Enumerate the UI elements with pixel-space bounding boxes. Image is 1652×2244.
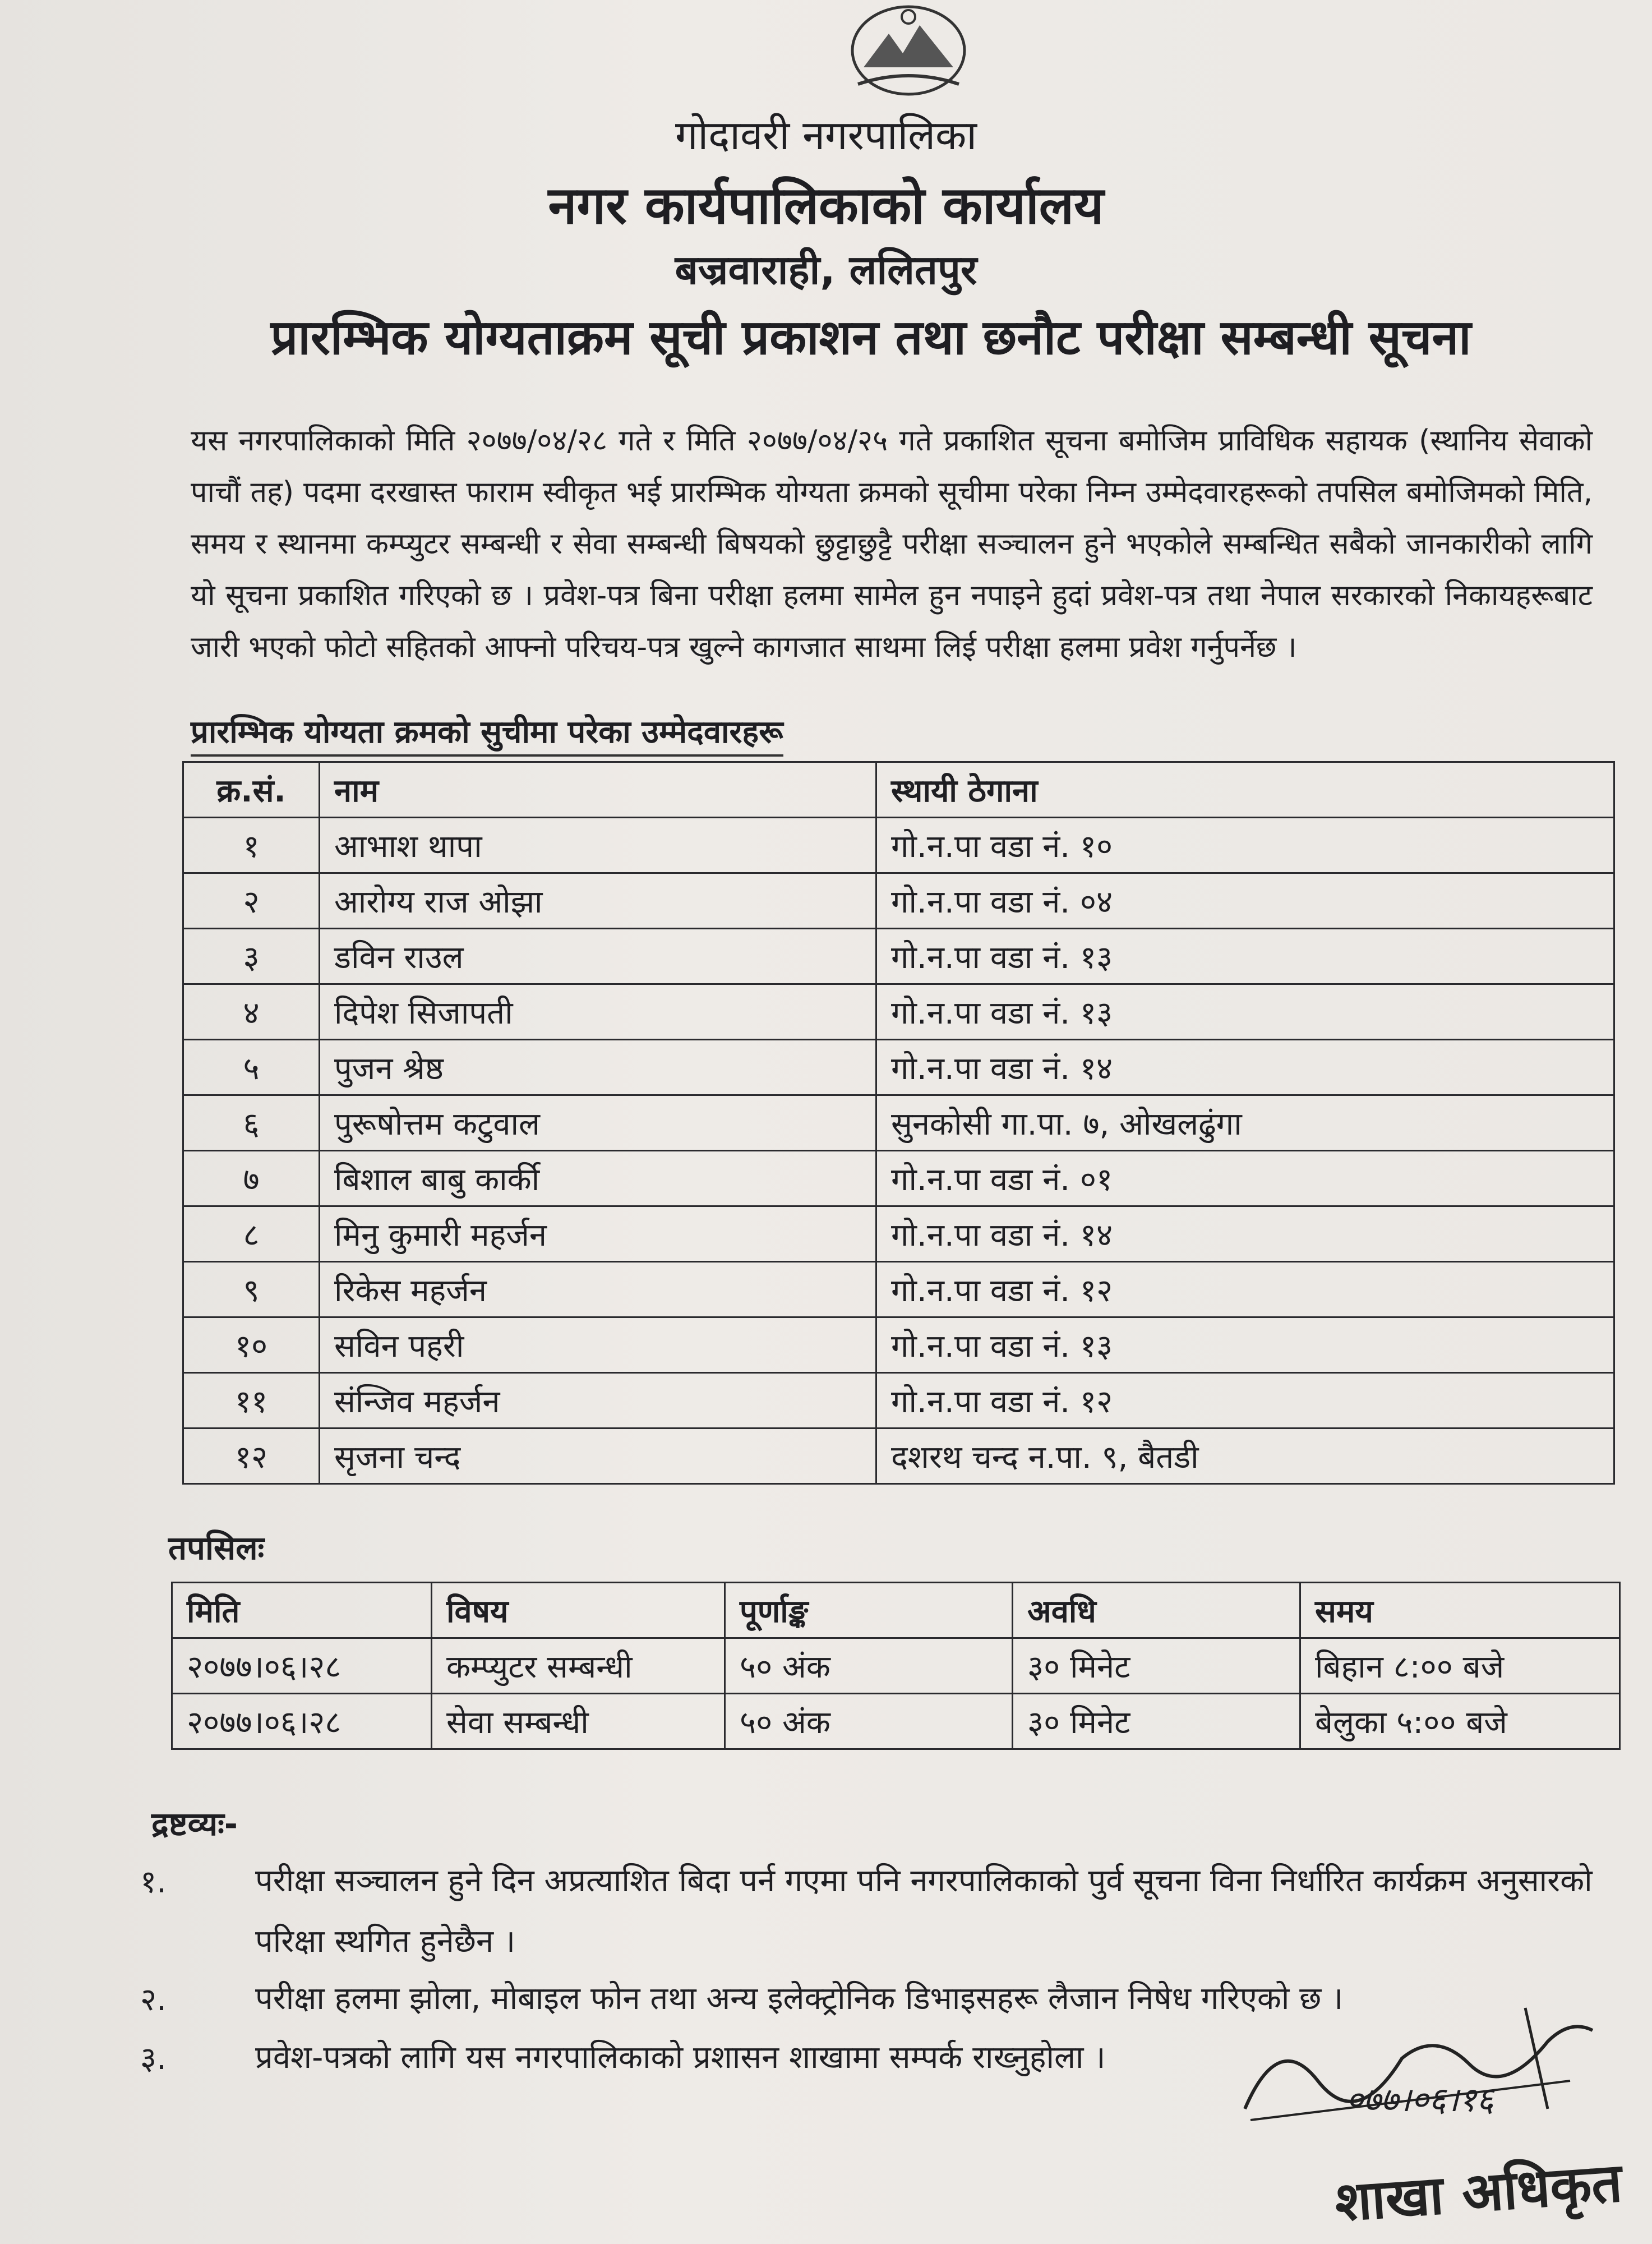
table-row xyxy=(183,873,1614,929)
time-cell: बिहान ८:०० बजे xyxy=(1300,1638,1620,1694)
office-name: नगर कार्यपालिकाको कार्यालय xyxy=(548,176,1104,236)
table-header-row xyxy=(172,1583,1620,1638)
serial-cell: १० xyxy=(183,1317,320,1373)
address-cell: गो.न.पा वडा नं. ०१ xyxy=(876,1151,1614,1206)
table-row xyxy=(183,984,1614,1040)
serial-cell: १२ xyxy=(183,1429,320,1484)
serial-cell: ४ xyxy=(183,984,320,1040)
name-cell: पुजन श्रेष्ठ xyxy=(320,1040,876,1095)
notes-label: द्रष्टव्यः- xyxy=(151,1805,238,1843)
name-cell: दिपेश सिजापती xyxy=(320,984,876,1040)
serial-cell: ६ xyxy=(183,1095,320,1151)
name-cell: मिनु कुमारी महर्जन xyxy=(320,1206,876,1262)
table-row xyxy=(183,929,1614,984)
note-text: प्रवेश-पत्रको लागि यस नगरपालिकाको प्रशासन शाखामा सम्पर्क राख्नुहोला । xyxy=(255,2039,1106,2076)
date-cell: २०७७।०६।२८ xyxy=(172,1638,432,1694)
subject-cell: कम्प्युटर सम्बन्धी xyxy=(432,1638,725,1694)
address-cell: गो.न.पा वडा नं. १३ xyxy=(876,1317,1614,1373)
marks-cell: ५० अंक xyxy=(725,1638,1013,1694)
name-cell: पुरूषोत्तम कटुवाल xyxy=(320,1095,876,1151)
name-cell: बिशाल बाबु कार्की xyxy=(320,1151,876,1206)
subject-cell: सेवा सम्बन्धी xyxy=(432,1694,725,1749)
table-row xyxy=(183,1429,1614,1484)
table-row xyxy=(183,1373,1614,1429)
office-address: बज्रवाराही, ललितपुर xyxy=(675,246,977,293)
table-row xyxy=(172,1638,1620,1694)
address-cell: सुनकोसी गा.पा. ७, ओखलढुंगा xyxy=(876,1095,1614,1151)
header-time: समय xyxy=(1300,1583,1620,1638)
name-cell: आभाश थापा xyxy=(320,818,876,873)
address-cell: गो.न.पा वडा नं. ०४ xyxy=(876,873,1614,929)
table-row xyxy=(183,818,1614,873)
address-cell: गो.न.पा वडा नं. १३ xyxy=(876,929,1614,984)
serial-cell: ८ xyxy=(183,1206,320,1262)
note-text: परीक्षा सञ्चालन हुने दिन अप्रत्याशित बिदा पर्न गएमा पनि नगरपालिकाको पुर्व सूचना विना निर्धारित कार्यक्रम अनुसारको परिक्षा स्थगित हुनेछैन । xyxy=(255,1863,1593,1960)
name-cell: आरोग्य राज ओझा xyxy=(320,873,876,929)
address-cell: गो.न.पा वडा नं. १३ xyxy=(876,984,1614,1040)
table-row xyxy=(183,1206,1614,1262)
table-row xyxy=(183,1151,1614,1206)
table-row xyxy=(183,1262,1614,1317)
table-row xyxy=(172,1694,1620,1749)
serial-cell: १ xyxy=(183,818,320,873)
note-number: ३. xyxy=(140,2040,167,2077)
address-cell: गो.न.पा वडा नं. १४ xyxy=(876,1206,1614,1262)
address-cell: दशरथ चन्द न.पा. ९, बैतडी xyxy=(876,1429,1614,1484)
nepal-emblem-icon xyxy=(841,0,976,98)
marks-cell: ५० अंक xyxy=(725,1694,1013,1749)
candidates-table xyxy=(182,761,1615,1485)
address-cell: गो.न.पा वडा नं. १४ xyxy=(876,1040,1614,1095)
schedule-label: तपसिलः xyxy=(168,1529,265,1567)
name-cell: सृजना चन्द xyxy=(320,1429,876,1484)
schedule-table xyxy=(171,1582,1621,1750)
serial-cell: २ xyxy=(183,873,320,929)
notice-body: यस नगरपालिकाको मिति २०७७/०४/२८ गते र मिति २०७७/०४/२५ गते प्रकाशित सूचना बमोजिम प्राविधिक सहायक (स्थानिय सेवाको पाचौं तह) पदमा दरखास्त फाराम स्वीकृत भई प्रारम्भिक योग्यता क्रमको सूचीमा परेका निम्न उम्मेदवारहरूको तपसिल बमोजिमको मिति, समय र स्थानमा कम्प्युटर सम्बन्धी र सेवा सम्बन्धी बिषयको छुट्टाछुट्टै परीक्षा सञ्चालन हुने भएकोले सम्बन्धित सबैको जानकारीको लागि यो सूचना प्रकाशित गरिएको छ । प्रवेश-पत्र बिना परीक्षा हलमा सामेल हुन नपाइने हुदां प्रवेश-पत्र तथा नेपाल सरकारको निकायहरूबाट जारी भएको फोटो सहितको आफ्नो परिचय-पत्र खुल्ने कागजात साथमा लिई परीक्षा हलमा प्रवेश गर्नुपर्नेछ । xyxy=(191,424,1593,664)
header-date: मिति xyxy=(172,1583,432,1638)
header-subject: विषय xyxy=(432,1583,725,1638)
time-cell: बेलुका ५:०० बजे xyxy=(1300,1694,1620,1749)
address-cell: गो.न.पा वडा नं. १० xyxy=(876,818,1614,873)
header-serial: क्र.सं. xyxy=(183,762,320,818)
address-cell: गो.न.पा वडा नं. १२ xyxy=(876,1262,1614,1317)
header-address: स्थायी ठेगाना xyxy=(876,762,1614,818)
header-duration: अवधि xyxy=(1013,1583,1300,1638)
candidates-subtitle: प्रारम्भिक योग्यता क्रमको सुचीमा परेका उम्मेदवारहरू xyxy=(191,709,783,757)
duration-cell: ३० मिनेट xyxy=(1013,1694,1300,1749)
serial-cell: ९ xyxy=(183,1262,320,1317)
signature-date: ०७७।०६।१६ xyxy=(1346,2080,1494,2119)
header-name: नाम xyxy=(320,762,876,818)
table-header-row xyxy=(183,762,1614,818)
duration-cell: ३० मिनेट xyxy=(1013,1638,1300,1694)
serial-cell: ३ xyxy=(183,929,320,984)
address-cell: गो.न.पा वडा नं. १२ xyxy=(876,1373,1614,1429)
name-cell: रिकेस महर्जन xyxy=(320,1262,876,1317)
table-row xyxy=(183,1040,1614,1095)
officer-stamp: शाखा अधिकृत xyxy=(1332,2151,1625,2234)
header-full-marks: पूर्णाङ्क xyxy=(725,1583,1013,1638)
name-cell: सविन पहरी xyxy=(320,1317,876,1373)
note-number: १. xyxy=(140,1864,167,1900)
notice-title: प्रारम्भिक योग्यताक्रम सूची प्रकाशन तथा छनौट परीक्षा सम्बन्धी सूचना xyxy=(270,310,1471,366)
note-text: परीक्षा हलमा झोला, मोबाइल फोन तथा अन्य इलेक्ट्रोनिक डिभाइसहरू लैजान निषेध गरिएको छ । xyxy=(255,1980,1344,2017)
note-number: २. xyxy=(140,1982,167,2018)
name-cell: संन्जिव महर्जन xyxy=(320,1373,876,1429)
serial-cell: ५ xyxy=(183,1040,320,1095)
table-row xyxy=(183,1095,1614,1151)
name-cell: डविन राउल xyxy=(320,929,876,984)
serial-cell: ७ xyxy=(183,1151,320,1206)
table-row xyxy=(183,1317,1614,1373)
serial-cell: ११ xyxy=(183,1373,320,1429)
date-cell: २०७७।०६।२८ xyxy=(172,1694,432,1749)
municipality-name: गोदावरी नगरपालिका xyxy=(675,112,977,159)
